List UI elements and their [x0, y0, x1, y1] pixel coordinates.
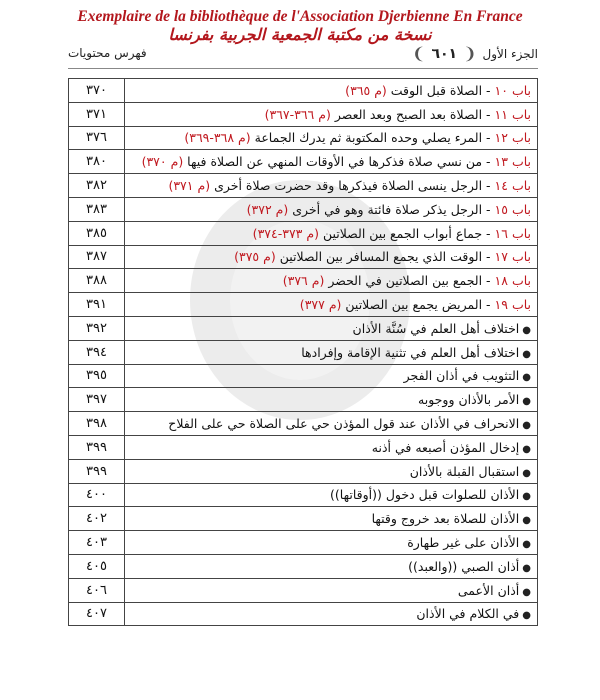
table-row [69, 483, 538, 507]
table-row [69, 150, 538, 174]
entry-page-number: ٣٨٥ [69, 221, 125, 245]
entry-title [125, 554, 538, 578]
entry-text: الأذان على غير طهارة [407, 535, 520, 551]
bracket-icon: ❩ [412, 44, 426, 63]
table-row [69, 340, 538, 364]
bullet-icon: ● [522, 610, 531, 622]
entry-text: أذان الصبي ((والعبد)) [408, 558, 520, 574]
table-row [69, 507, 538, 531]
table-row [69, 578, 538, 602]
entry-reference: (م ٣٧٧) [299, 297, 342, 313]
table-row [69, 174, 538, 198]
entry-text: إدخال المؤذن أصبعه في أذنه [371, 439, 520, 455]
entry-title [125, 126, 538, 150]
entry-page-number: ٤٠٥ [69, 554, 125, 578]
part-indicator [412, 44, 538, 63]
bullet-icon: ● [522, 586, 531, 598]
entry-text: الأمر بالأذان ووجوبه [418, 392, 520, 408]
entry-text: - الوقت الذي يجمع المسافر بين الصلاتين [275, 249, 495, 265]
entry-text: - الصلاة قبل الوقت [386, 82, 495, 98]
entry-text: اختلاف أهل العلم في تثنية الإقامة وإفرادها [301, 344, 520, 360]
entry-page-number: ٣٧٠ [69, 79, 125, 103]
entry-page-number: ٤٠٦ [69, 578, 125, 602]
header-divider [68, 68, 538, 69]
bullet-icon: ● [522, 539, 531, 551]
watermark-arabic-text: نسخة من مكتبة الجمعية الجربية بفرنسا [168, 24, 432, 44]
entry-text: - المريض يجمع بين الصلاتين [341, 297, 495, 313]
entry-page-number: ٣٨٠ [69, 150, 125, 174]
entry-page-number: ٤٠٧ [69, 602, 125, 626]
entry-page-number: ٤٠٣ [69, 531, 125, 555]
entry-text: استقبال القبلة بالأذان [409, 463, 520, 479]
chapter-label: باب ١٩ [494, 297, 531, 313]
table-row [69, 459, 538, 483]
table-row [69, 79, 538, 103]
entry-page-number: ٤٠٠ [69, 483, 125, 507]
entry-text: - المرء يصلي وحده المكتوبة ثم يدرك الجماعة [250, 130, 495, 146]
table-row [69, 435, 538, 459]
table-row [69, 388, 538, 412]
entry-text: في الكلام في الأذان [416, 606, 520, 622]
entry-page-number: ٣٩٧ [69, 388, 125, 412]
table-row [69, 245, 538, 269]
contents-heading: فهرس محتويات [68, 46, 147, 60]
entry-title [125, 174, 538, 198]
entry-page-number: ٣٩١ [69, 293, 125, 317]
entry-title [125, 316, 538, 340]
entry-text: الأذان للصلوات قبل دخول ((أوقاتها)) [330, 487, 520, 503]
table-row [69, 364, 538, 388]
table-row [69, 531, 538, 555]
page-header [68, 44, 538, 66]
table-row [69, 316, 538, 340]
table-row [69, 602, 538, 626]
entry-title [125, 412, 538, 436]
entry-text: - جماع أبواب الجمع بين الصلاتين [318, 225, 495, 241]
entry-page-number: ٣٧١ [69, 102, 125, 126]
chapter-label: باب ١١ [494, 106, 531, 122]
entry-text: - الصلاة بعد الصبح وبعد العصر [330, 106, 495, 122]
entry-reference: (م ٣٧٥) [234, 249, 276, 265]
entry-reference: (م ٣٧٠) [141, 154, 184, 170]
entry-page-number: ٣٧٦ [69, 126, 125, 150]
entry-title [125, 340, 538, 364]
entry-reference: (م ٣٧٦) [282, 273, 325, 289]
entry-title [125, 483, 538, 507]
entry-page-number: ٣٨٨ [69, 269, 125, 293]
bullet-icon: ● [522, 491, 531, 503]
entry-title [125, 388, 538, 412]
bullet-icon: ● [522, 562, 531, 574]
chapter-label: باب ١٧ [494, 249, 531, 265]
entry-page-number: ٣٩٢ [69, 316, 125, 340]
entry-text: - الرجل يذكر صلاة فائتة وهو في أخرى [288, 201, 495, 217]
entry-page-number: ٣٩٥ [69, 364, 125, 388]
entry-reference: (م ٣٦٨-٣٦٩) [184, 130, 251, 146]
chapter-label: باب ١٥ [494, 201, 531, 217]
entry-title [125, 293, 538, 317]
table-row [69, 293, 538, 317]
entry-title [125, 79, 538, 103]
bullet-icon: ● [522, 443, 531, 455]
contents-table [68, 78, 538, 626]
bullet-icon: ● [522, 372, 531, 384]
bullet-icon: ● [522, 324, 531, 336]
entry-text: - الرجل ينسى الصلاة فيذكرها وقد حضرت صلاة أخرى [210, 178, 495, 194]
table-row [69, 102, 538, 126]
entry-title [125, 602, 538, 626]
table-row [69, 126, 538, 150]
table-row [69, 412, 538, 436]
bullet-icon: ● [522, 467, 531, 479]
entry-page-number: ٣٩٨ [69, 412, 125, 436]
bullet-icon: ● [522, 420, 531, 432]
entry-title [125, 150, 538, 174]
entry-reference: (م ٣٦٥) [345, 82, 387, 98]
entry-title [125, 269, 538, 293]
entry-text: اختلاف أهل العلم في سُنَّة الأذان [352, 320, 520, 336]
entry-page-number: ٣٨٣ [69, 197, 125, 221]
entry-page-number: ٣٩٤ [69, 340, 125, 364]
entry-text: التثويب في أذان الفجر [403, 368, 520, 384]
entry-reference: (م ٣٦٦-٣٦٧) [264, 106, 331, 122]
chapter-label: باب ١٢ [494, 130, 531, 146]
table-row [69, 221, 538, 245]
chapter-label: باب ١٤ [494, 178, 531, 194]
entry-title [125, 507, 538, 531]
entry-text: - الجمع بين الصلاتين في الحضر [324, 273, 495, 289]
entry-page-number: ٣٨٧ [69, 245, 125, 269]
entry-page-number: ٣٩٩ [69, 459, 125, 483]
bullet-icon: ● [522, 348, 531, 360]
entry-title [125, 435, 538, 459]
bullet-icon: ● [522, 515, 531, 527]
entry-title [125, 221, 538, 245]
page-number: ٦٠١ [431, 45, 458, 62]
chapter-label: باب ١٨ [494, 273, 531, 289]
entry-title [125, 364, 538, 388]
entry-text: الأذان للصلاة بعد خروج وقتها [371, 511, 520, 527]
table-row [69, 269, 538, 293]
watermark-french-text: Exemplaire de la bibliothèque de l'Association Djerbienne En France [77, 8, 523, 25]
entry-text: أذان الأعمى [457, 582, 520, 598]
chapter-label: باب ١٣ [494, 154, 531, 170]
entry-page-number: ٤٠٢ [69, 507, 125, 531]
chapter-label: باب ١٠ [494, 82, 531, 98]
entry-title [125, 531, 538, 555]
entry-title [125, 578, 538, 602]
table-row [69, 197, 538, 221]
entry-page-number: ٣٩٩ [69, 435, 125, 459]
bracket-icon: ❨ [463, 44, 477, 63]
entry-title [125, 245, 538, 269]
part-label: الجزء الأول [482, 46, 538, 61]
entry-page-number: ٣٨٢ [69, 174, 125, 198]
entry-title [125, 459, 538, 483]
entry-text: - من نسي صلاة فذكرها في الأوقات المنهي عن الصلاة فيها [183, 154, 495, 170]
entry-reference: (م ٣٧٢) [246, 201, 289, 217]
entry-title [125, 197, 538, 221]
entry-title [125, 102, 538, 126]
entry-reference: (م ٣٧١) [168, 178, 211, 194]
entry-reference: (م ٣٧٣-٣٧٤) [252, 225, 319, 241]
bullet-icon: ● [522, 396, 531, 408]
entry-text: الانحراف في الأذان عند قول المؤذن حي على الصلاة حي على الفلاح [168, 416, 520, 432]
library-watermark [0, 8, 600, 44]
table-row [69, 554, 538, 578]
chapter-label: باب ١٦ [494, 225, 531, 241]
